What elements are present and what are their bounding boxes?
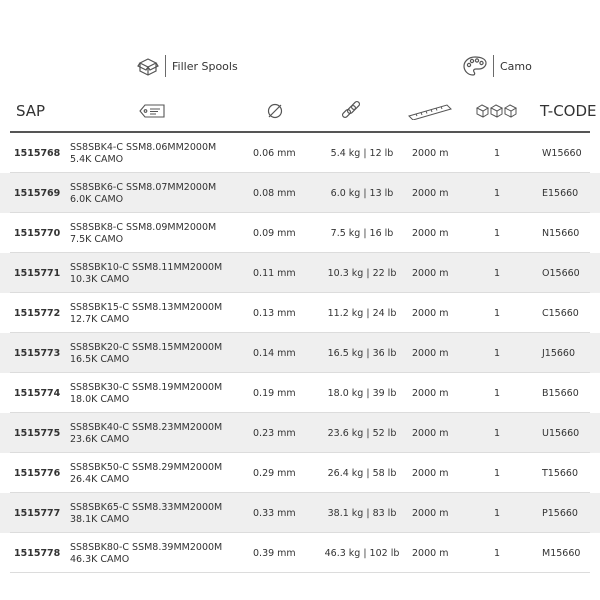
sap-cell: 1515775 bbox=[14, 427, 61, 439]
sap-cell: 1515773 bbox=[14, 347, 61, 359]
description-cell bbox=[70, 262, 222, 286]
quantity-cell: 1 bbox=[494, 507, 501, 519]
table-row bbox=[0, 453, 600, 493]
description-line-2: 26.4K CAMO bbox=[70, 474, 130, 485]
sap-cell: 1515774 bbox=[14, 387, 61, 399]
length-cell: 2000 m bbox=[412, 507, 449, 519]
feature-divider bbox=[493, 55, 494, 77]
description-line-2: 12.7K CAMO bbox=[70, 314, 130, 325]
feature-camo bbox=[462, 46, 532, 86]
quantity-cell: 1 bbox=[494, 387, 501, 399]
diameter-cell: 0.11 mm bbox=[253, 267, 296, 279]
description-line-1: SS8SBK40-C SSM8.23MM2000M bbox=[70, 422, 223, 433]
quantity-cell: 1 bbox=[494, 187, 501, 199]
description-line-1: SS8SBK8-C SSM8.09MM2000M bbox=[70, 222, 217, 233]
description-cell bbox=[70, 542, 222, 566]
table-row bbox=[0, 213, 600, 253]
breaking-load-cell: 10.3 kg | 22 lb bbox=[327, 267, 397, 279]
description-cell bbox=[70, 182, 216, 206]
description-cell bbox=[70, 502, 222, 526]
header-tcode bbox=[540, 94, 597, 128]
table-row bbox=[0, 413, 600, 453]
diameter-icon bbox=[266, 94, 284, 128]
quantity-cell: 1 bbox=[494, 307, 501, 319]
breaking-load-cell: 5.4 kg | 12 lb bbox=[330, 147, 394, 159]
description-line-2: 6.0K CAMO bbox=[70, 194, 124, 205]
breaking-load-cell: 18.0 kg | 39 lb bbox=[327, 387, 397, 399]
spool-boxes-icon bbox=[475, 94, 519, 128]
description-line-1: SS8SBK4-C SSM8.06MM2000M bbox=[70, 142, 217, 153]
sap-cell: 1515770 bbox=[14, 227, 61, 239]
quantity-cell: 1 bbox=[494, 467, 501, 479]
description-line-1: SS8SBK80-C SSM8.39MM2000M bbox=[70, 542, 223, 553]
breaking-load-cell: 11.2 kg | 24 lb bbox=[327, 307, 397, 319]
quantity-cell: 1 bbox=[494, 147, 501, 159]
description-line-1: SS8SBK30-C SSM8.19MM2000M bbox=[70, 382, 223, 393]
tcode-cell: C15660 bbox=[542, 307, 579, 319]
diameter-cell: 0.08 mm bbox=[253, 187, 296, 199]
description-line-1: SS8SBK15-C SSM8.13MM2000M bbox=[70, 302, 223, 313]
breaking-load-cell: 7.5 kg | 16 lb bbox=[330, 227, 394, 239]
breaking-load-cell: 38.1 kg | 83 lb bbox=[327, 507, 397, 519]
diameter-cell: 0.19 mm bbox=[253, 387, 296, 399]
description-cell bbox=[70, 142, 216, 166]
quantity-cell: 1 bbox=[494, 427, 501, 439]
tcode-cell: O15660 bbox=[542, 267, 580, 279]
diameter-cell: 0.29 mm bbox=[253, 467, 296, 479]
chain-link-icon bbox=[340, 94, 362, 128]
length-cell: 2000 m bbox=[412, 187, 449, 199]
sap-cell: 1515777 bbox=[14, 507, 61, 519]
description-line-2: 16.5K CAMO bbox=[70, 354, 130, 365]
length-cell: 2000 m bbox=[412, 467, 449, 479]
breaking-load-cell: 6.0 kg | 13 lb bbox=[330, 187, 394, 199]
feature-label: Camo bbox=[500, 59, 532, 73]
description-cell bbox=[70, 302, 222, 326]
table-row bbox=[0, 333, 600, 373]
table-row bbox=[0, 533, 600, 573]
sap-cell: 1515772 bbox=[14, 307, 61, 319]
tcode-cell: B15660 bbox=[542, 387, 579, 399]
tcode-cell: U15660 bbox=[542, 427, 580, 439]
description-line-2: 10.3K CAMO bbox=[70, 274, 130, 285]
breaking-load-cell: 23.6 kg | 52 lb bbox=[327, 427, 397, 439]
table-row bbox=[0, 133, 600, 173]
quantity-cell: 1 bbox=[494, 347, 501, 359]
description-line-2: 38.1K CAMO bbox=[70, 514, 130, 525]
sap-cell: 1515771 bbox=[14, 267, 61, 279]
table-header bbox=[0, 94, 600, 128]
palette-icon bbox=[462, 54, 488, 78]
description-cell bbox=[70, 342, 222, 366]
quantity-cell: 1 bbox=[494, 267, 501, 279]
length-cell: 2000 m bbox=[412, 427, 449, 439]
breaking-load-cell: 46.3 kg | 102 lb bbox=[324, 547, 400, 559]
length-cell: 2000 m bbox=[412, 387, 449, 399]
sap-cell: 1515768 bbox=[14, 147, 61, 159]
description-line-1: SS8SBK10-C SSM8.11MM2000M bbox=[70, 262, 223, 273]
tcode-cell: P15660 bbox=[542, 507, 578, 519]
diameter-cell: 0.13 mm bbox=[253, 307, 296, 319]
description-cell bbox=[70, 222, 216, 246]
description-cell bbox=[70, 462, 222, 486]
sap-cell: 1515769 bbox=[14, 187, 61, 199]
product-table-body bbox=[0, 133, 600, 573]
tcode-cell: T15660 bbox=[542, 467, 579, 479]
feature-bar bbox=[0, 46, 600, 86]
description-line-1: SS8SBK20-C SSM8.15MM2000M bbox=[70, 342, 223, 353]
breaking-load-cell: 26.4 kg | 58 lb bbox=[327, 467, 397, 479]
length-cell: 2000 m bbox=[412, 307, 449, 319]
table-row bbox=[0, 253, 600, 293]
length-cell: 2000 m bbox=[412, 227, 449, 239]
table-row bbox=[0, 293, 600, 333]
quantity-cell: 1 bbox=[494, 547, 501, 559]
tcode-cell: M15660 bbox=[542, 547, 581, 559]
diameter-cell: 0.14 mm bbox=[253, 347, 296, 359]
diameter-cell: 0.33 mm bbox=[253, 507, 296, 519]
length-cell: 2000 m bbox=[412, 347, 449, 359]
diameter-cell: 0.09 mm bbox=[253, 227, 296, 239]
table-row bbox=[0, 173, 600, 213]
table-row bbox=[0, 373, 600, 413]
description-line-1: SS8SBK6-C SSM8.07MM2000M bbox=[70, 182, 217, 193]
tcode-cell: N15660 bbox=[542, 227, 580, 239]
description-line-2: 46.3K CAMO bbox=[70, 554, 130, 565]
feature-label: Filler Spools bbox=[172, 59, 238, 73]
header-sap-label: SAP bbox=[16, 102, 46, 120]
description-cell bbox=[70, 382, 222, 406]
sap-cell: 1515776 bbox=[14, 467, 61, 479]
tcode-cell: W15660 bbox=[542, 147, 582, 159]
header-sap bbox=[16, 94, 45, 128]
description-line-2: 7.5K CAMO bbox=[70, 234, 124, 245]
description-line-2: 23.6K CAMO bbox=[70, 434, 130, 445]
feature-divider bbox=[165, 55, 166, 77]
table-row bbox=[0, 493, 600, 533]
quantity-cell: 1 bbox=[494, 227, 501, 239]
ruler-icon bbox=[407, 94, 453, 128]
feature-filler-spools bbox=[136, 46, 238, 86]
description-line-2: 5.4K CAMO bbox=[70, 154, 124, 165]
diameter-cell: 0.39 mm bbox=[253, 547, 296, 559]
description-line-2: 18.0K CAMO bbox=[70, 394, 130, 405]
length-cell: 2000 m bbox=[412, 147, 449, 159]
sap-cell: 1515778 bbox=[14, 547, 61, 559]
tcode-cell: E15660 bbox=[542, 187, 579, 199]
length-cell: 2000 m bbox=[412, 547, 449, 559]
diameter-cell: 0.23 mm bbox=[253, 427, 296, 439]
description-line-1: SS8SBK50-C SSM8.29MM2000M bbox=[70, 462, 223, 473]
description-line-1: SS8SBK65-C SSM8.33MM2000M bbox=[70, 502, 223, 513]
header-tcode-label: T-CODE bbox=[540, 102, 597, 120]
breaking-load-cell: 16.5 kg | 36 lb bbox=[327, 347, 397, 359]
description-cell bbox=[70, 422, 222, 446]
box-icon bbox=[136, 54, 160, 78]
price-tag-icon bbox=[138, 94, 166, 128]
length-cell: 2000 m bbox=[412, 267, 449, 279]
diameter-cell: 0.06 mm bbox=[253, 147, 296, 159]
tcode-cell: J15660 bbox=[542, 347, 576, 359]
